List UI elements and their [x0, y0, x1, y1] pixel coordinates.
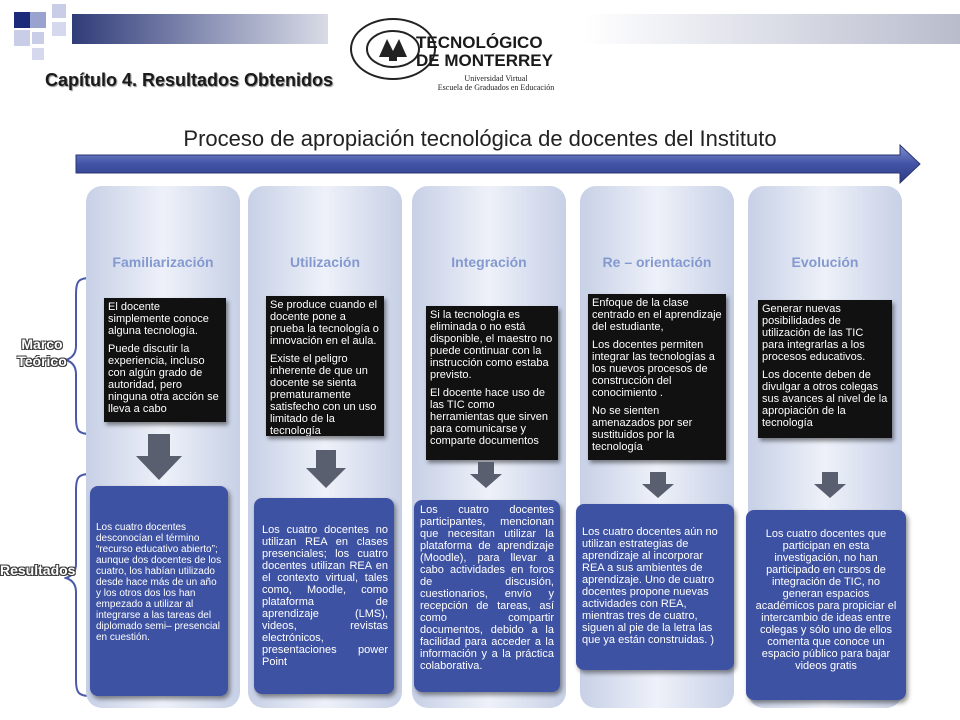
marco-text: Los docente deben de divulgar a otros colegas sus avances al nivel de la apropiación de la tecnología	[762, 369, 888, 429]
resultado-box-integracion	[414, 500, 560, 692]
marco-text: Existe el peligro inherente de que un docente se sienta prematuramente satisfecho con un uso limitado de la tecnología	[270, 353, 377, 436]
down-arrow-icon	[134, 432, 184, 482]
decor-square-5	[32, 32, 44, 44]
phase-header-familiarizacion: Familiarización	[112, 254, 214, 270]
header-band-right	[584, 14, 960, 44]
marco-text: El docente simplemente conoce alguna tecnología.	[108, 301, 209, 337]
phase-header-utilizacion: Utilización	[289, 254, 360, 270]
marco-text: Puede discutir la experiencia, incluso con algún grado de autoridad, pero ninguna otra acción se lleva a cabo	[108, 343, 219, 415]
decor-square-2	[30, 12, 46, 28]
header-band-left	[72, 14, 328, 44]
marco-box-reorientacion	[588, 294, 726, 460]
down-arrow-icon	[304, 448, 348, 490]
marco-text: El docente hace uso de las TIC como herramientas que sirven para comunicarse y comparte documentos	[430, 387, 549, 447]
logo-sub-line1: Universidad Virtual	[464, 74, 528, 83]
phase-header-evolucion: Evolución	[791, 254, 859, 270]
resultado-box-familiarizacion	[90, 486, 228, 696]
down-arrow-icon	[468, 460, 504, 490]
tec-monterrey-logo	[348, 14, 573, 96]
resultado-text: Los cuatro docentes participantes, mencionan que necesitan utilizar la plataforma de aprendizaje (Moodle), para llevar a cabo actividades en foros de discusión, cuestionarios, envío y recepción de tareas, así como compartir documentos, debido a la facilidad para acceder a la información y a la práctica colaborativa.	[420, 504, 554, 672]
marco-box-familiarizacion	[104, 298, 226, 422]
resultado-box-reorientacion	[576, 504, 734, 670]
slide-title: Proceso de apropiación tecnológica de docentes del Instituto	[183, 126, 777, 151]
decor-square-6	[52, 22, 66, 36]
right-arrow-icon	[74, 142, 924, 186]
logo-name	[416, 34, 553, 70]
down-arrow-icon	[812, 470, 848, 500]
resultado-text: Los cuatro docentes que participan en esta investigación, no han participado en cursos de integración de TIC, no generan espacios académicos para propiciar el intercambio de ideas entre colegas y sólo uno de ellos comenta que conoce un espacio público para bajar videos gratis	[755, 528, 897, 672]
marco-text: Se produce cuando el docente pone a prueba la tecnología o innovación en el aula.	[270, 299, 379, 347]
logo-name-line2: DE MONTERREY	[416, 51, 553, 70]
phase-header-reorientacion: Re – orientación	[602, 254, 712, 270]
decor-square-3	[52, 4, 66, 18]
chapter-title: Capítulo 4. Resultados Obtenidos	[45, 70, 334, 90]
resultados-label: Resultados	[0, 562, 76, 578]
marco-box-utilizacion	[266, 296, 384, 436]
logo-sub-line2: Escuela de Graduados en Educación	[437, 83, 555, 92]
marco-teorico-label: Marco Teórico	[17, 336, 67, 369]
down-arrow-icon	[640, 470, 676, 500]
decor-square-1	[14, 12, 30, 28]
marco-text: Enfoque de la clase centrado en el aprendizaje del estudiante,	[592, 297, 722, 333]
resultado-box-utilizacion	[254, 498, 394, 694]
resultado-text: Los cuatro docentes aún no utilizan estrategias de aprendizaje al incorporar REA a sus ambientes de aprendizaje. Uno de cuatro docentes propone nuevas actividades con REA, mientras tres de cuatro, siguen al pie de la letra las que ya están construidas. )	[582, 526, 718, 646]
marco-text: Los docentes permiten integrar las tecnologías a los nuevos procesos de construcción del conocimiento .	[592, 339, 715, 399]
marco-box-evolucion	[758, 300, 892, 438]
logo-subtitle	[426, 74, 566, 92]
decor-square-4	[14, 30, 30, 46]
phase-header-integracion: Integración	[451, 254, 527, 270]
decor-square-7	[32, 48, 44, 60]
resultado-text: Los cuatro docentes desconocían el término “recurso educativo abierto”; aunque dos docentes de los cuatro, los habían utilizado desde hace más de un año y los otros dos los han empezado a utilizar al integrarse a las tareas del diplomado semi– presencial en cuestión.	[96, 522, 222, 643]
resultado-text: Los cuatro docentes no utilizan REA en clases presenciales; los cuatro docentes utilizan REA en el contexto virtual, tales como, Moodle, como plataforma de aprendizaje (LMS), videos, revistas electrónicos, presentaciones power Point	[262, 524, 388, 668]
marco-box-integracion	[426, 306, 558, 460]
logo-name-line1: TECNOLÓGICO	[416, 33, 543, 52]
marco-text: No se sienten amenazados por ser sustituidos por la tecnología	[592, 405, 693, 453]
marco-text: Generar nuevas posibilidades de utilización de las TIC para integrarlas a los procesos educativos.	[762, 303, 866, 363]
marco-text: Si la tecnología es eliminada o no está disponible, el maestro no puede continuar con la instrucción como estaba previsto.	[430, 309, 553, 381]
resultado-box-evolucion	[746, 510, 906, 700]
